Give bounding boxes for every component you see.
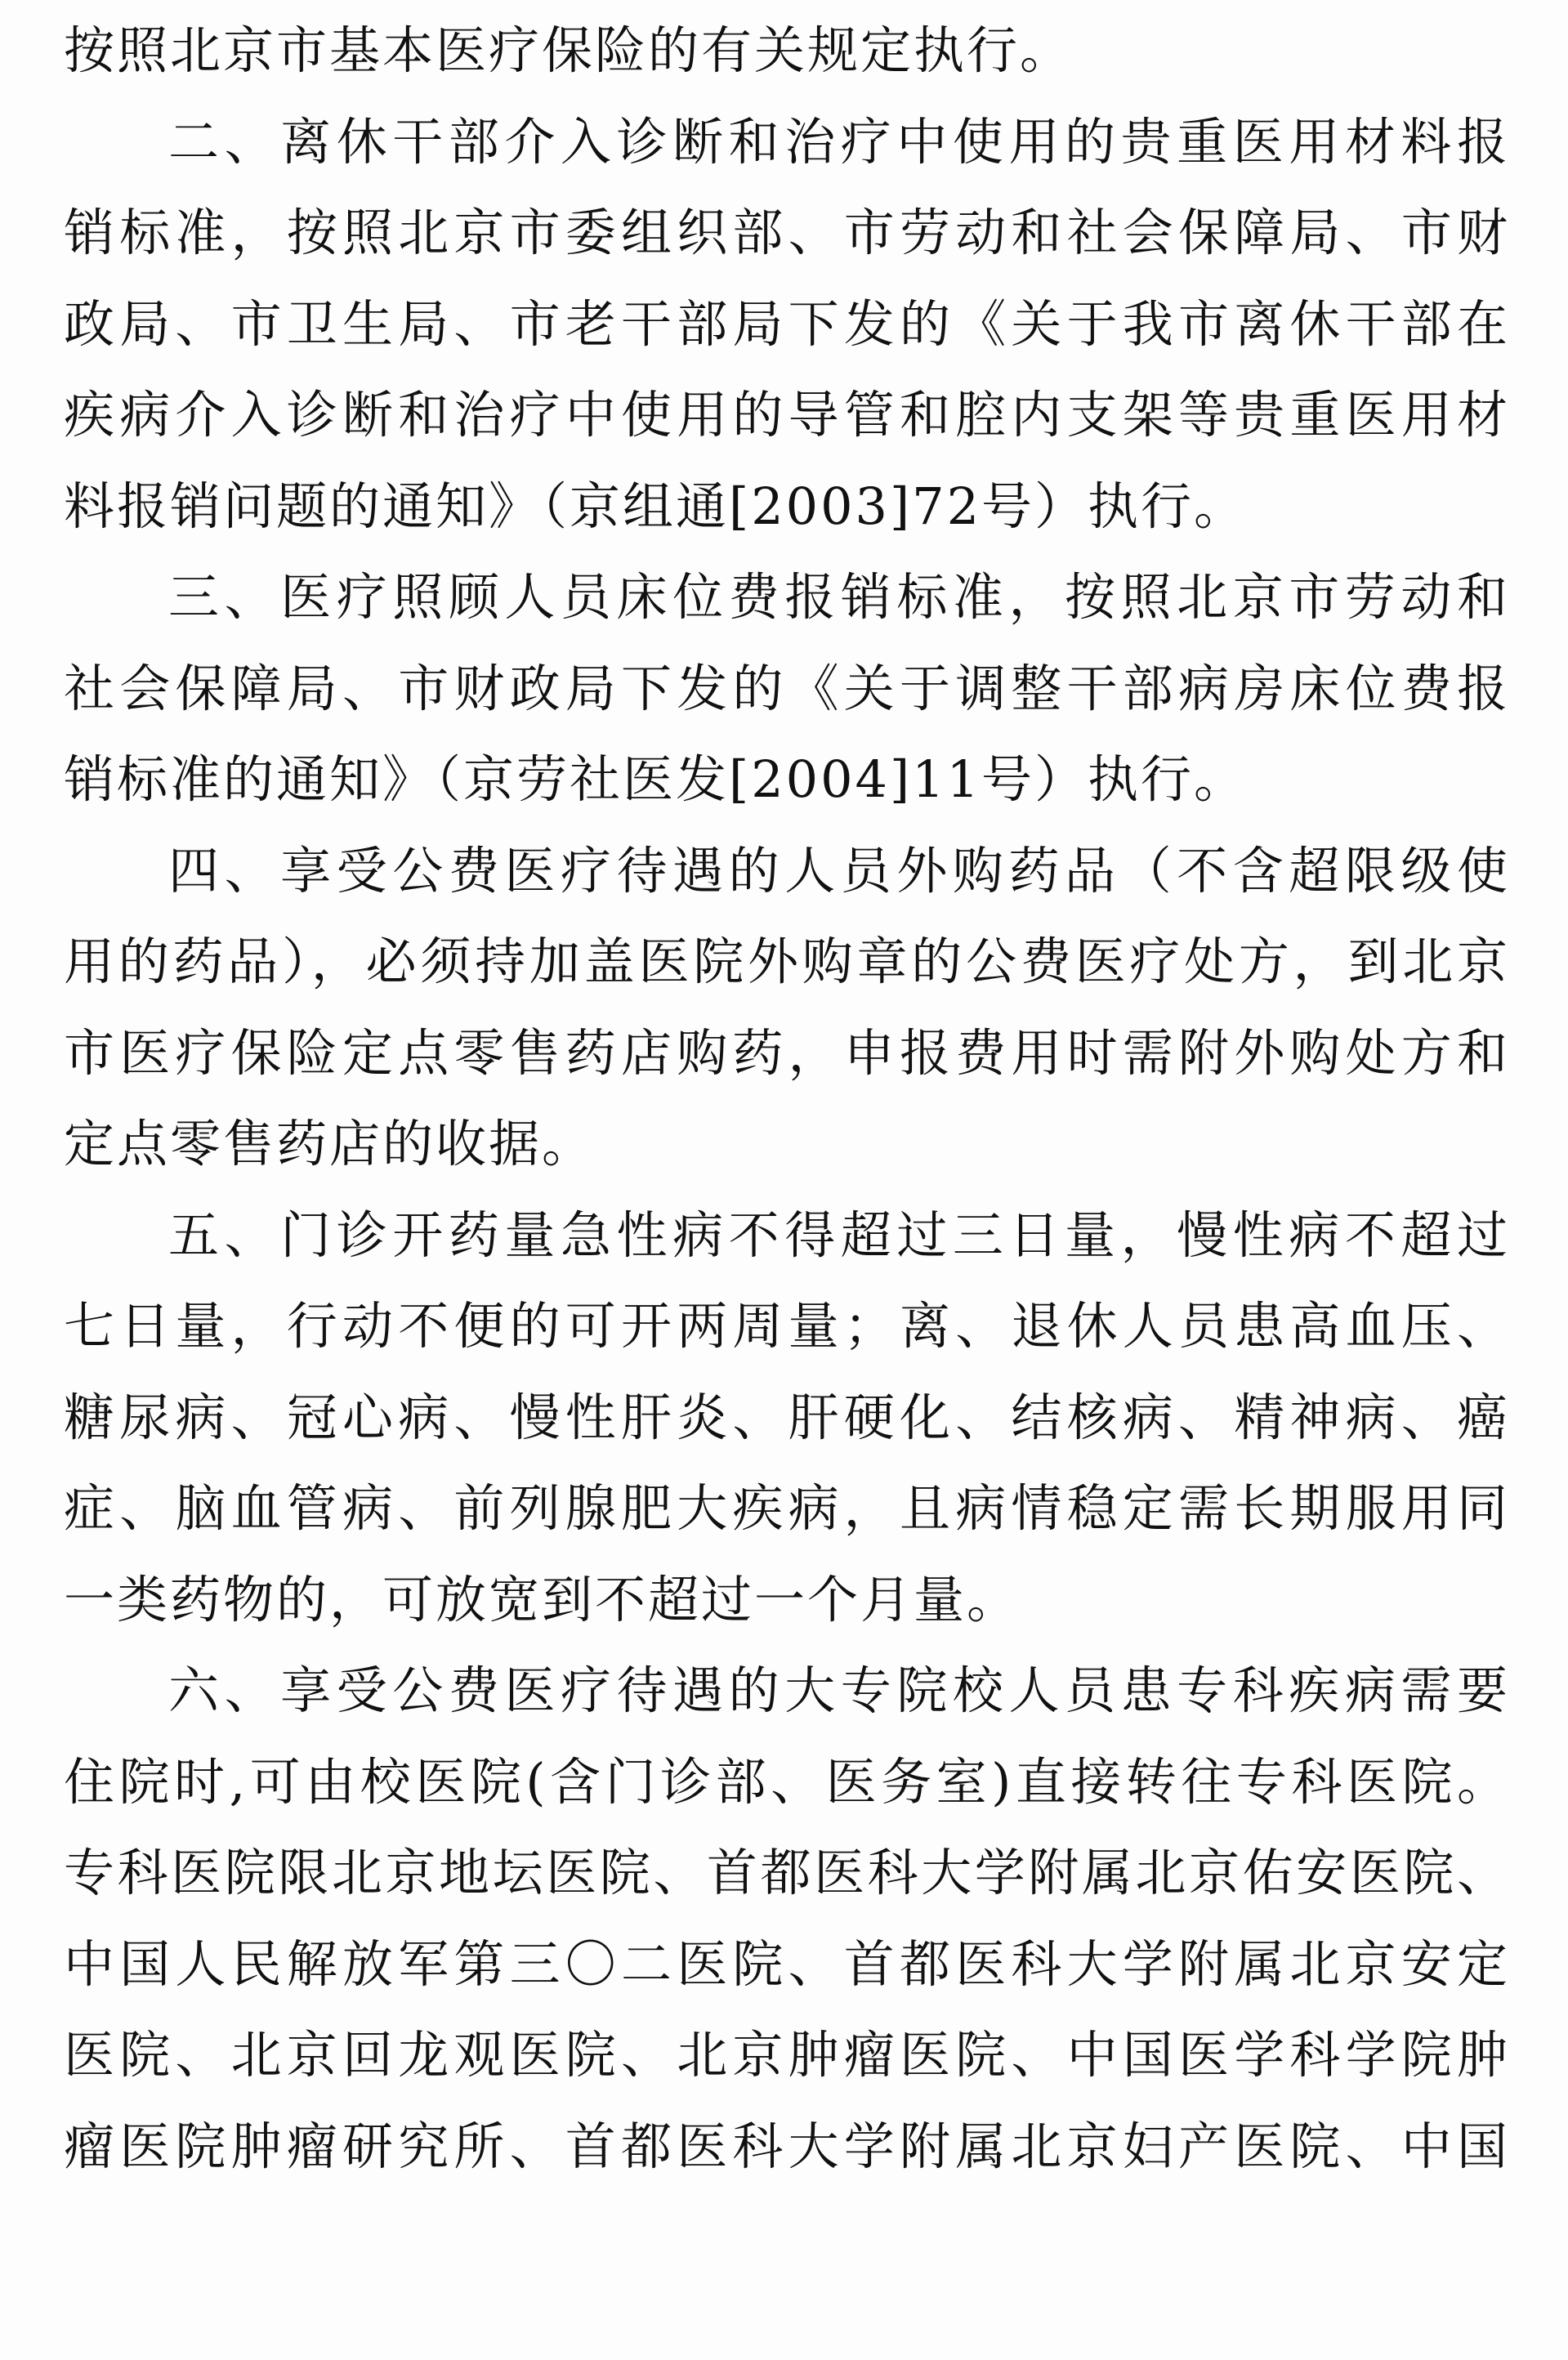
- text-line: 料报销问题的通知》（京组通[2003]72号）执行。: [64, 476, 1248, 536]
- text-line: 医院、北京回龙观医院、北京肿瘤医院、中国医学科学院肿: [64, 2025, 1510, 2085]
- text-line: 瘤医院肿瘤研究所、首都医科大学附属北京妇产医院、中国: [64, 2116, 1510, 2176]
- text-line: 症、脑血管病、前列腺肥大疾病，且病情稳定需长期服用同: [64, 1478, 1510, 1538]
- text-line: 市医疗保险定点零售药店购药，申报费用时需附外购处方和: [64, 1022, 1510, 1083]
- text-line: 社会保障局、市财政局下发的《关于调整干部病房床位费报: [64, 658, 1510, 718]
- text-line: 中国人民解放军第三〇二医院、首都医科大学附属北京安定: [64, 1933, 1510, 1994]
- text-line: 二、离休干部介入诊断和治疗中使用的贵重医用材料报: [168, 111, 1510, 172]
- text-line: 住院时,可由校医院(含门诊部、医务室)直接转往专科医院。: [64, 1751, 1510, 1812]
- text-line: 七日量，行动不便的可开两周量；离、退休人员患高血压、: [64, 1296, 1510, 1356]
- text-line: 三、医疗照顾人员床位费报销标准，按照北京市劳动和: [168, 567, 1510, 627]
- text-line: 四、享受公费医疗待遇的人员外购药品（不含超限级使: [168, 840, 1510, 901]
- text-line: 专科医院限北京地坛医院、首都医科大学附属北京佑安医院、: [64, 1843, 1510, 1902]
- text-line: 销标准，按照北京市委组织部、市劳动和社会保障局、市财: [64, 203, 1510, 262]
- text-line: 疾病介入诊断和治疗中使用的导管和腔内支架等贵重医用材: [64, 385, 1510, 445]
- text-line: 用的药品），必须持加盖医院外购章的公费医疗处方，到北京: [64, 932, 1510, 991]
- text-line: 六、享受公费医疗待遇的大专院校人员患专科疾病需要: [168, 1660, 1510, 1720]
- text-line: 五、门诊开药量急性病不得超过三日量，慢性病不超过: [168, 1205, 1510, 1265]
- text-line: 定点零售药店的收据。: [64, 1114, 596, 1173]
- text-line: 糖尿病、冠心病、慢性肝炎、肝硬化、结核病、精神病、癌: [64, 1387, 1510, 1447]
- document-body: [64, 5, 1510, 2192]
- text-line: 销标准的通知》（京劳社医发[2004]11号）执行。: [64, 749, 1248, 809]
- text-line: 按照北京市基本医疗保险的有关规定执行。: [64, 20, 1074, 80]
- text-line: 政局、市卫生局、市老干部局下发的《关于我市离休干部在: [64, 293, 1510, 354]
- text-line: 一类药物的，可放宽到不超过一个月量。: [64, 1569, 1021, 1629]
